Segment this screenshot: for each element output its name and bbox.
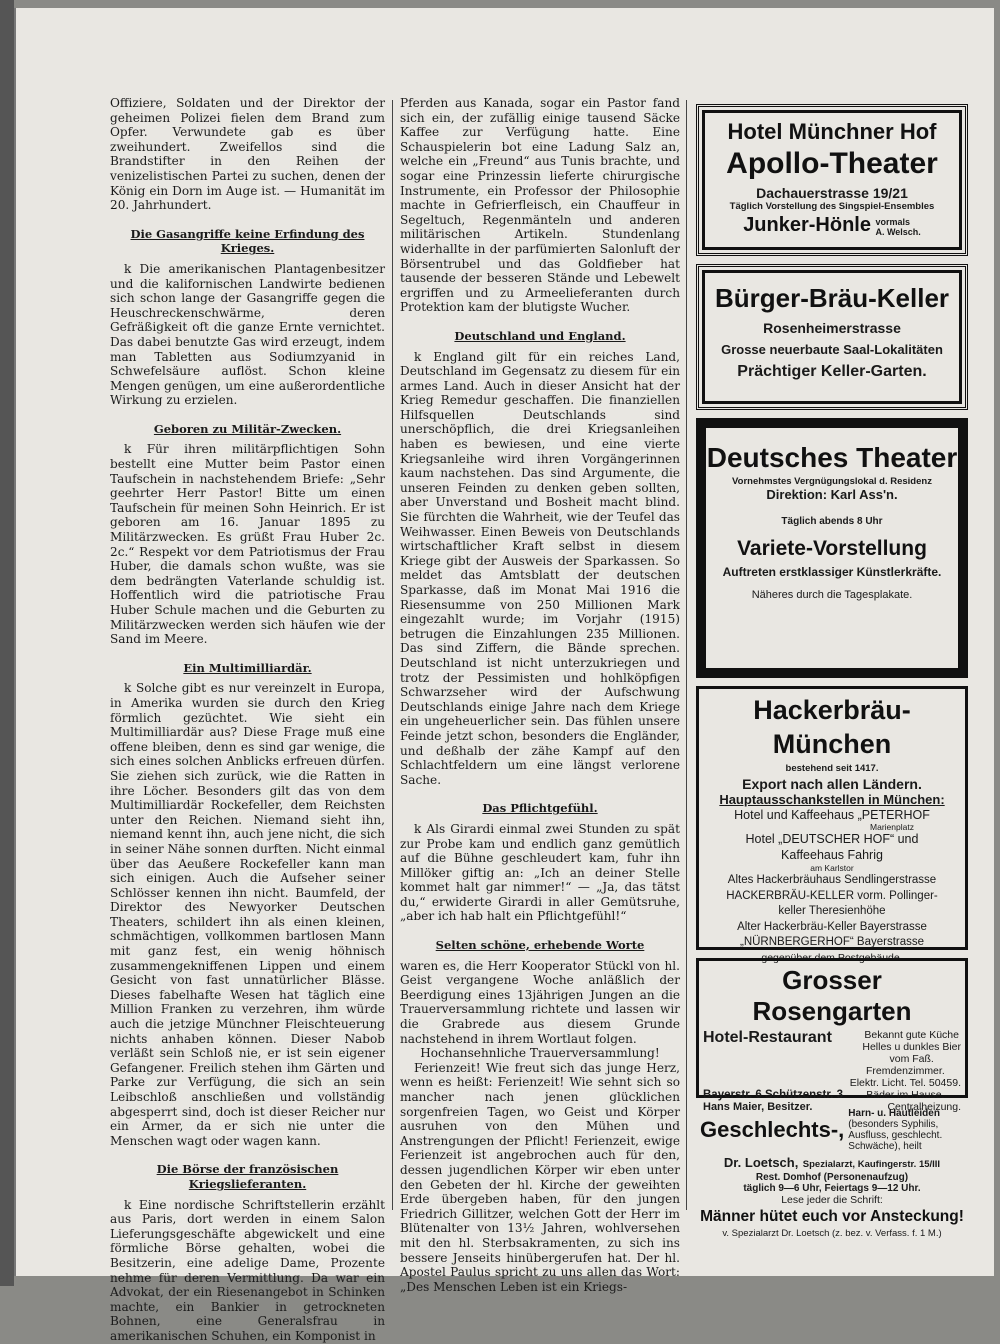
ad-line: Täglich Vorstellung des Singspiel-Ensembles — [729, 201, 935, 212]
ad-line: Hotel Münchner Hof — [727, 119, 937, 144]
ad-line: Prächtiger Keller-Garten. — [737, 363, 927, 380]
column-rule — [392, 100, 393, 1210]
paragraph: k Für ihren militärpflichtigen Sohn bestellt eine Mutter beim Pastor einen Taufschein in nachstehendem Briefe: „Sehr geehrter Herr Pastor! Bitte um einen Taufschein für meinen Sohn Heinrich. Er ist geboren am 16. Januar 1895 zu Militärzwecken. Es grüßt Frau Huber 2c. 2c.“ Respekt vor dem Patriotismus der Frau Huber, die damals schon wußte, was sie dem bedrängten Vaterlande schuldig ist. Hoffentlich wird die patriotische Frau Huber Schule machen und die Geburten zu Militärzwecken werden sich häufen wie der Sand im Meere. — [110, 442, 385, 647]
ad-line: Täglich abends 8 Uhr — [781, 516, 883, 527]
ad-line: Export nach allen Ländern. — [742, 775, 922, 792]
ad-line: Bürger-Bräu-Keller — [714, 283, 950, 313]
ad-line: Harn- u. Hautleiden — [848, 1108, 940, 1119]
ad-line: Hans Maier, Besitzer. — [703, 1101, 813, 1113]
ad-line: Marienplatz — [870, 822, 914, 832]
paragraph: Offiziere, Soldaten und der Direktor der geheimen Polizei fielen dem Brand zum Opfer. Verwundete gab es über zweihundert. Zweifellos sind die Brandstifter in den Reihen der venizelistischen Partei zu suchen, denen der König ein Dorn im Auge ist. — Humanität im 20. Jahrhundert. — [110, 96, 385, 213]
ad-line: Apollo-Theater — [726, 147, 938, 180]
ad-line: „NÜRNBERGERHOF“ Bayerstrasse — [739, 936, 925, 948]
ad-line: keller Theresienhöhe — [778, 905, 886, 917]
ad-line: Bäder im Hause. — [866, 1089, 945, 1101]
ad-grosser-rosengarten — [696, 958, 968, 1113]
ad-line: Bayerstr. 6 Schützenstr. 3 — [703, 1089, 843, 1101]
ad-line: Alter Hackerbräu-Keller Bayerstrasse — [737, 920, 927, 933]
article-heading: Ein Multimilliardär. — [183, 660, 312, 675]
ad-line: Direktion: Karl Ass'n. — [766, 487, 898, 502]
ad-line: Hotel-Restaurant — [703, 1029, 832, 1046]
ad-line: A. Welsch. — [875, 226, 921, 237]
ad-line: Deutsches Theater — [706, 442, 958, 473]
ad-line: täglich 9—6 Uhr, Feiertags 9—12 Uhr. — [743, 1183, 921, 1194]
paragraph: k Die amerikanischen Plantagenbesitzer und die kalifornischen Landwirte bedienen sich schon lange der Gasangriffe gegen die Heuschreckenschwärme, deren Gefräßigkeit oft die ganze Ernte vernichtet. Das dabei benutzte Gas wird erzeugt, indem man Tabletten aus Sodiumzyanid in Schwefelsäure auflöst. Schon kleine Mengen genügen, um eine außerordentliche Wirkung zu erzielen. — [110, 261, 385, 408]
advertisement-column — [696, 104, 968, 1262]
ad-line: Auftreten erstklassiger Künstlerkräfte. — [722, 565, 942, 579]
article-heading: Das Pflichtgefühl. — [482, 801, 598, 816]
article-heading: Geboren zu Militär-Zwecken. — [153, 421, 342, 436]
ad-buerger-braeu-keller — [696, 264, 968, 410]
paragraph: k Als Girardi einmal zwei Stunden zu spät zur Probe kam und endlich ganz gemütlich auf die Bühne geschleudert kam, fuhr ihn Millöker giftig an: „Ich an deiner Stelle kommet halt gar nimmer!“ — „Ja, das tätst du,“ erwiderte Girardi in aller Gemütsruhe, „aber ich hab halt ein Pflichtgefühl!“ — [400, 821, 680, 924]
ad-line: Dr. Loetsch, — [723, 1155, 799, 1170]
column-rule — [686, 100, 687, 1210]
ad-line: v. Spezialarzt Dr. Loetsch (z. bez. v. Verfass. f. 1 M.) — [722, 1228, 942, 1239]
paragraph: Pferden aus Kanada, sogar ein Pastor fand sich ein, der zufällig einige tausend Säcke Kaffee zur Verfügung hatte. Eine Schauspielerin bot eine Ladung Salz an, welche ein „Freund“ aus Tunis brachte, und sogar eine Prinzessin lieferte chirurgische Instrumente, ein Professor der Philosophie machte in Gefrierfleisch, ein Chauffeur in Segeltuch, Regenmänteln und anderen militärischen Artikeln. Stundenlang widerhallte in der parfümierten Salonluft der Börsentrubel und das Goldfieber hat tausende der besseren Stände und Lebewelt ergriffen und zu Armeelieferanten durch Protektion kam der blutigste Wucher. — [400, 96, 680, 315]
scan-edge-shadow — [0, 0, 14, 1286]
ad-line: gegenüber dem Postgebäude. — [761, 951, 903, 964]
text-column-2 — [400, 96, 680, 1294]
article-heading: Deutschland und England. — [454, 328, 626, 343]
ad-line: Hotel und Kaffeehaus „PETERHOF — [734, 807, 930, 822]
text-column-1 — [110, 96, 385, 1344]
paragraph: k Eine nordische Schriftstellerin erzählt aus Paris, dort werden in einem Salon Lieferungsgeschäfte abgewickelt und eine förmliche Börse gehalten, wobei die Besitzerin, eine adelige Dame, Prozente nehme für deren Vermittlung. Da war ein Advokat, der ein Riesenangebot in Schinken machte, ein Bankier in getrockneten Bohnen, eine Generalsfrau in amerikanischen Schuhen, ein Komponist in — [110, 1197, 385, 1343]
ad-line: Dachauerstrasse 19/21 — [756, 185, 908, 201]
ad-hackerbraeu — [696, 686, 968, 964]
ad-line: HACKERBRÄU-KELLER vorm. Pollinger- — [726, 889, 938, 902]
ad-line: Elektr. Licht. Tel. 50459. — [849, 1077, 961, 1089]
ad-line: Hauptausschankstellen in München: — [719, 792, 945, 807]
ad-line: Centralheizung. — [887, 1101, 961, 1113]
ad-line: Junker-Hönle — [743, 214, 871, 236]
ad-apollo-theater — [696, 104, 968, 256]
paragraph: Hochansehnliche Trauerversammlung! — [420, 1046, 660, 1061]
ad-line: bestehend seit 1417. — [785, 763, 879, 774]
ad-deutsches-theater — [696, 418, 968, 678]
ad-line: Grosse neuerbaute Saal-Lokalitäten — [721, 342, 943, 357]
ad-line: Hotel „DEUTSCHER HOF“ und — [745, 832, 919, 846]
paragraph: k Solche gibt es nur vereinzelt in Europa, in Amerika wurden sie durch den Krieg förmlich gezüchtet. Wie sieht ein Multimilliardär aus? Diese Frage muß eine offene bleiben, denn es sind gar wenige, die sich eines solchen Anblicks erfreuen dürfen. Sie ziehen sich zurück, wie die Ratten in ihre Löcher. Besonders gilt das von dem Multimilliardär Rockefeller, dem Reichsten unter den Reichen. Niemand sieht ihn, niemand kennt ihn, auch jene nicht, die sich in seiner Nähe sonnen durften. Nicht einmal über das Aeußere Rockefeller kann man sich einigen. Auch die Aufseher seiner Schlösser kennen ihn nicht. Baumfeld, der Direktor des Newyorker Deutschen Theaters, schildert ihn als einen kleinen, schmächtigen, vollkommen bartlosen Mann mit ganz fest, ein wenig höhnisch zusammengekniffenen Lippen und einem Gesicht von fast unnatürlicher Blässe. Dieses fabelhafte Wesen hat täglich eine Million Franken zu verzehren, ihm würde auch die jetzige Münchner Fleischteuerung nichts anhaben können. Dieser Nabob verläßt sein Schloß nie, er ist sein eigener Gefangener. Freilich stehen ihm Gärten und Parke zur Verfügung, die sich an sein Leibschloß anschließen und vollständig abgesperrt sind, doch ist dieser Reicher nur ein Armer, da er sich nie unter die Menschen wagt oder wagen kann. — [110, 681, 385, 1148]
paragraph: Ferienzeit! Wie freut sich das junge Herz, wenn es heißt: Ferienzeit! Wie sehnt sich so mancher nach jenen glücklichen sorgenfreien Tagen, wo Geist und Körper ausruhen von den Mühen und Anstrengungen der Pflicht! Ferienzeit, ewige Ferienzeit ist angebrochen auch für den, dessen jugendlichen Körper wir eben unter den Gebeten der hl. Kirche der geweihten Erde übergeben haben, für den jungen Friedrich Gillitzer, welchen Gott der Herr im Blütenalter von 13½ Jahren, wohlversehen mit den hl. Sterbsakramenten, zu sich ins bessere Jenseits hinübergerufen hat. Der hl. Apostel Paulus spricht zu uns allen das Wort: „Des Menschen Leben ist ein Kriegs- — [400, 1060, 680, 1294]
ad-line: Hackerbräu-München — [753, 695, 911, 759]
ad-line: Geschlechts-, — [700, 1117, 845, 1142]
paragraph: waren es, die Herr Kooperator Stückl von hl. Geist vergangene Woche anläßlich der Beerdigung eines 13jährigen Jungen an die Trauerversammlung richtete und lassen wir die Grabrede aus diesem Grunde nachstehend in ihrem Wortlaut folgen. — [400, 958, 680, 1046]
ad-line: Lese jeder die Schrift: — [781, 1194, 883, 1206]
ad-line: Altes Hackerbräuhaus Sendlingerstrasse — [727, 874, 937, 886]
ad-line: Helles u dunkles Bier — [862, 1041, 961, 1053]
ad-line: Spezialarzt, Kaufingerstr. 15/III — [802, 1159, 941, 1170]
ad-line: am Karlstor — [810, 863, 854, 873]
article-heading: Die Gasangriffe keine Erfindung des Krieges. — [130, 226, 365, 256]
ad-line: Bekannt gute Küche — [864, 1029, 959, 1041]
article-heading: Die Börse der französischen Kriegslieferanten. — [156, 1162, 339, 1191]
ad-dr-loetsch — [696, 1106, 968, 1254]
ad-line: Rosenheimerstrasse — [763, 320, 901, 336]
ad-line: Variete-Vorstellung — [737, 537, 927, 560]
ad-line: Männer hütet euch vor Ansteckung! — [700, 1208, 964, 1225]
paragraph: k England gilt für ein reiches Land, Deutschland im Gegensatz zu diesem für ein armes Land. Auch in dieser Ansicht hat der Krieg Remedur geschaffen. Die finanziellen Hilfsquellen Deutschlands sind unerschöpflich, die drei Kriegsanleihen haben es bewiesen, und eine vierte Kriegsanleihe wird ihren Vorgängerinnen kaum nachstehen. Das sind Argumente, die unseren Feinden zu denken geben sollten, aber Unverstand und Bosheit macht blind. Sie fürchten die Wahrheit, wie der Teufel das Weihwasser. Einen Beweis von Deutschlands wirtschaftlicher Kraft selbst in diesem Kriege gibt der Ausweis der Sparkassen. So meldet das Amtsblatt der deutschen Sparkasse, daß im Monat Mai 1916 die Riesensumme von 250 Millionen Mark eingezahlt wurde; im Vorjahr (1915) betrugen die Einzahlungen 235 Millionen. Das sind Ziffern, die Bände sprechen. Deutschland ist nicht unterzukriegen und trotz der Pessimisten und hohlköpfigen Schwarzseher wird der Aufschwung Deutschlands einige Jahre nach dem Kriege ein ungeheuerlicher sein. Das fühlen unsere Feinde jetzt schon, besonders die Engländer, und deßhalb der zähe Kampf auf den Schlachtfeldern um eine längst verlorene Sache. — [400, 349, 680, 787]
ad-line: Näheres durch die Tagesplakate. — [751, 589, 913, 601]
article-heading: Selten schöne, erhebende Worte — [435, 938, 645, 953]
ad-line: Rest. Domhof (Personenaufzug) — [755, 1172, 909, 1183]
ad-line: vom Faß. — [889, 1053, 934, 1065]
ad-line: (besonders Syphilis, Ausfluss, geschlecht. Schwäche), heilt — [848, 1119, 943, 1152]
ad-line: Grosser Rosengarten — [752, 965, 912, 1026]
ad-line: Vornehmstes Vergnügungslokal d. Residenz — [732, 476, 932, 487]
ad-line: vormals — [875, 216, 910, 227]
ad-line: Kaffeehaus Fahrig — [781, 847, 883, 862]
ad-line: Fremdenzimmer. — [865, 1065, 945, 1077]
